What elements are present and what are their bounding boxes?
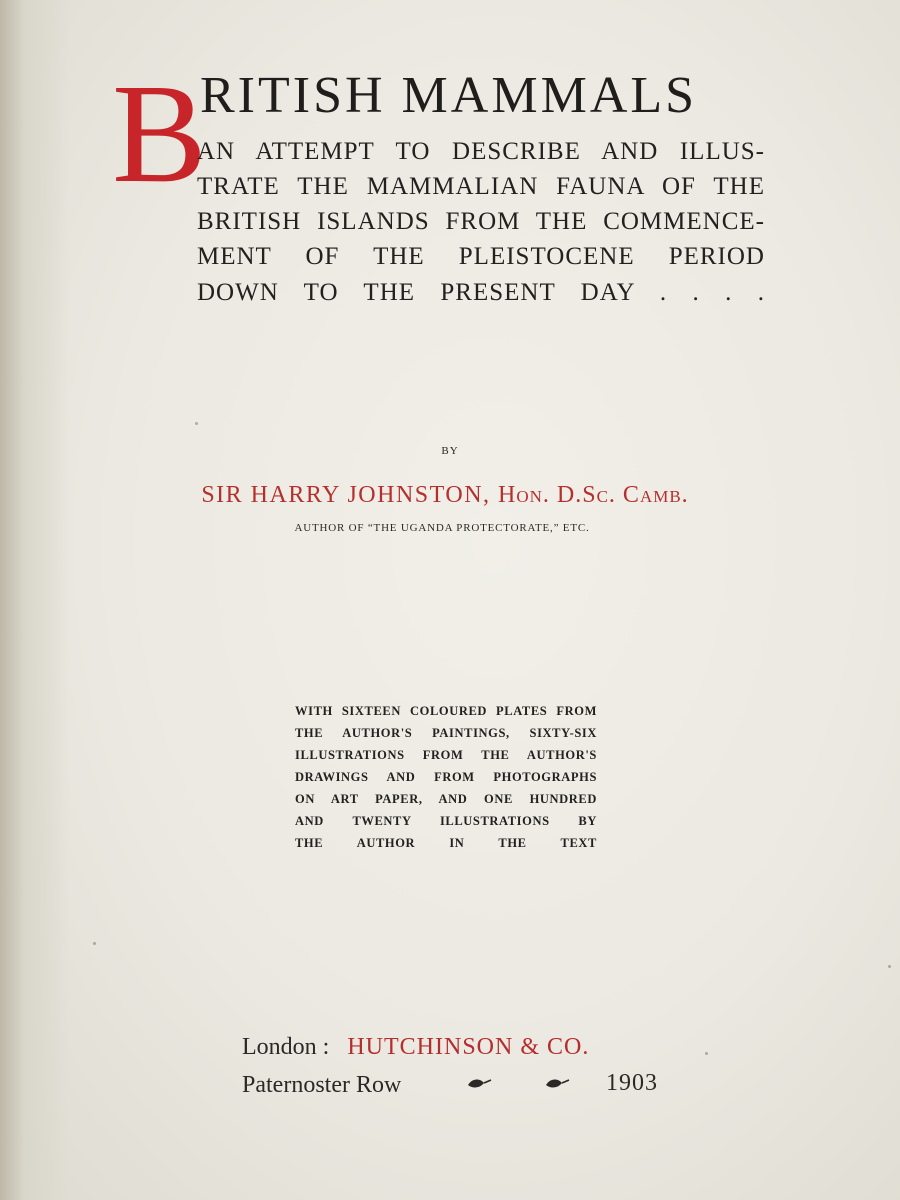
title-drop-cap: B xyxy=(112,54,207,212)
paper-speck xyxy=(93,942,96,945)
imprint-address: Paternoster Row xyxy=(242,1072,402,1098)
illustrations-note xyxy=(295,700,597,854)
illustrations-line: DRAWINGS AND FROM PHOTOGRAPHS xyxy=(295,770,597,784)
publisher-name: HUTCHINSON & CO. xyxy=(347,1034,590,1060)
author-line xyxy=(0,482,890,509)
book-title: RITISH MAMMALS xyxy=(200,67,698,124)
leaf-ornament-icon xyxy=(544,1076,570,1097)
illustrations-line: ON ART PAPER, AND ONE HUNDRED xyxy=(295,792,597,806)
paper-speck xyxy=(195,422,198,425)
subtitle-line: AN ATTEMPT TO DESCRIBE AND ILLUS- xyxy=(197,138,765,165)
illustrations-line: THE AUTHOR IN THE TEXT xyxy=(295,836,597,850)
title-block xyxy=(0,0,900,330)
illustrations-line: ILLUSTRATIONS FROM THE AUTHOR'S xyxy=(295,748,597,762)
leaf-ornament-icon xyxy=(466,1076,492,1097)
paper-speck xyxy=(888,965,891,968)
publication-year: 1903 xyxy=(606,1070,658,1096)
author-note: AUTHOR OF “THE UGANDA PROTECTORATE,” ETC. xyxy=(294,522,590,534)
subtitle-line: TRATE THE MAMMALIAN FAUNA OF THE xyxy=(197,173,765,200)
subtitle-line: DOWN TO THE PRESENT DAY . . . . xyxy=(197,279,765,306)
paper-speck xyxy=(705,1052,708,1055)
illustrations-line: THE AUTHOR'S PAINTINGS, SIXTY-SIX xyxy=(295,726,597,740)
imprint-publisher-line xyxy=(242,1034,672,1061)
illustrations-line: AND TWENTY ILLUSTRATIONS BY xyxy=(295,814,597,828)
subtitle-line: BRITISH ISLANDS FROM THE COMMENCE- xyxy=(197,208,765,235)
subtitle-line: MENT OF THE PLEISTOCENE PERIOD xyxy=(197,243,765,270)
imprint-city: London : xyxy=(242,1034,330,1060)
byline-by: BY xyxy=(441,445,459,457)
illustrations-line: WITH SIXTEEN COLOURED PLATES FROM xyxy=(295,704,597,718)
author-credentials: Hon. D.Sc. Camb. xyxy=(498,482,689,508)
author-name: SIR HARRY JOHNSTON, xyxy=(201,482,491,508)
